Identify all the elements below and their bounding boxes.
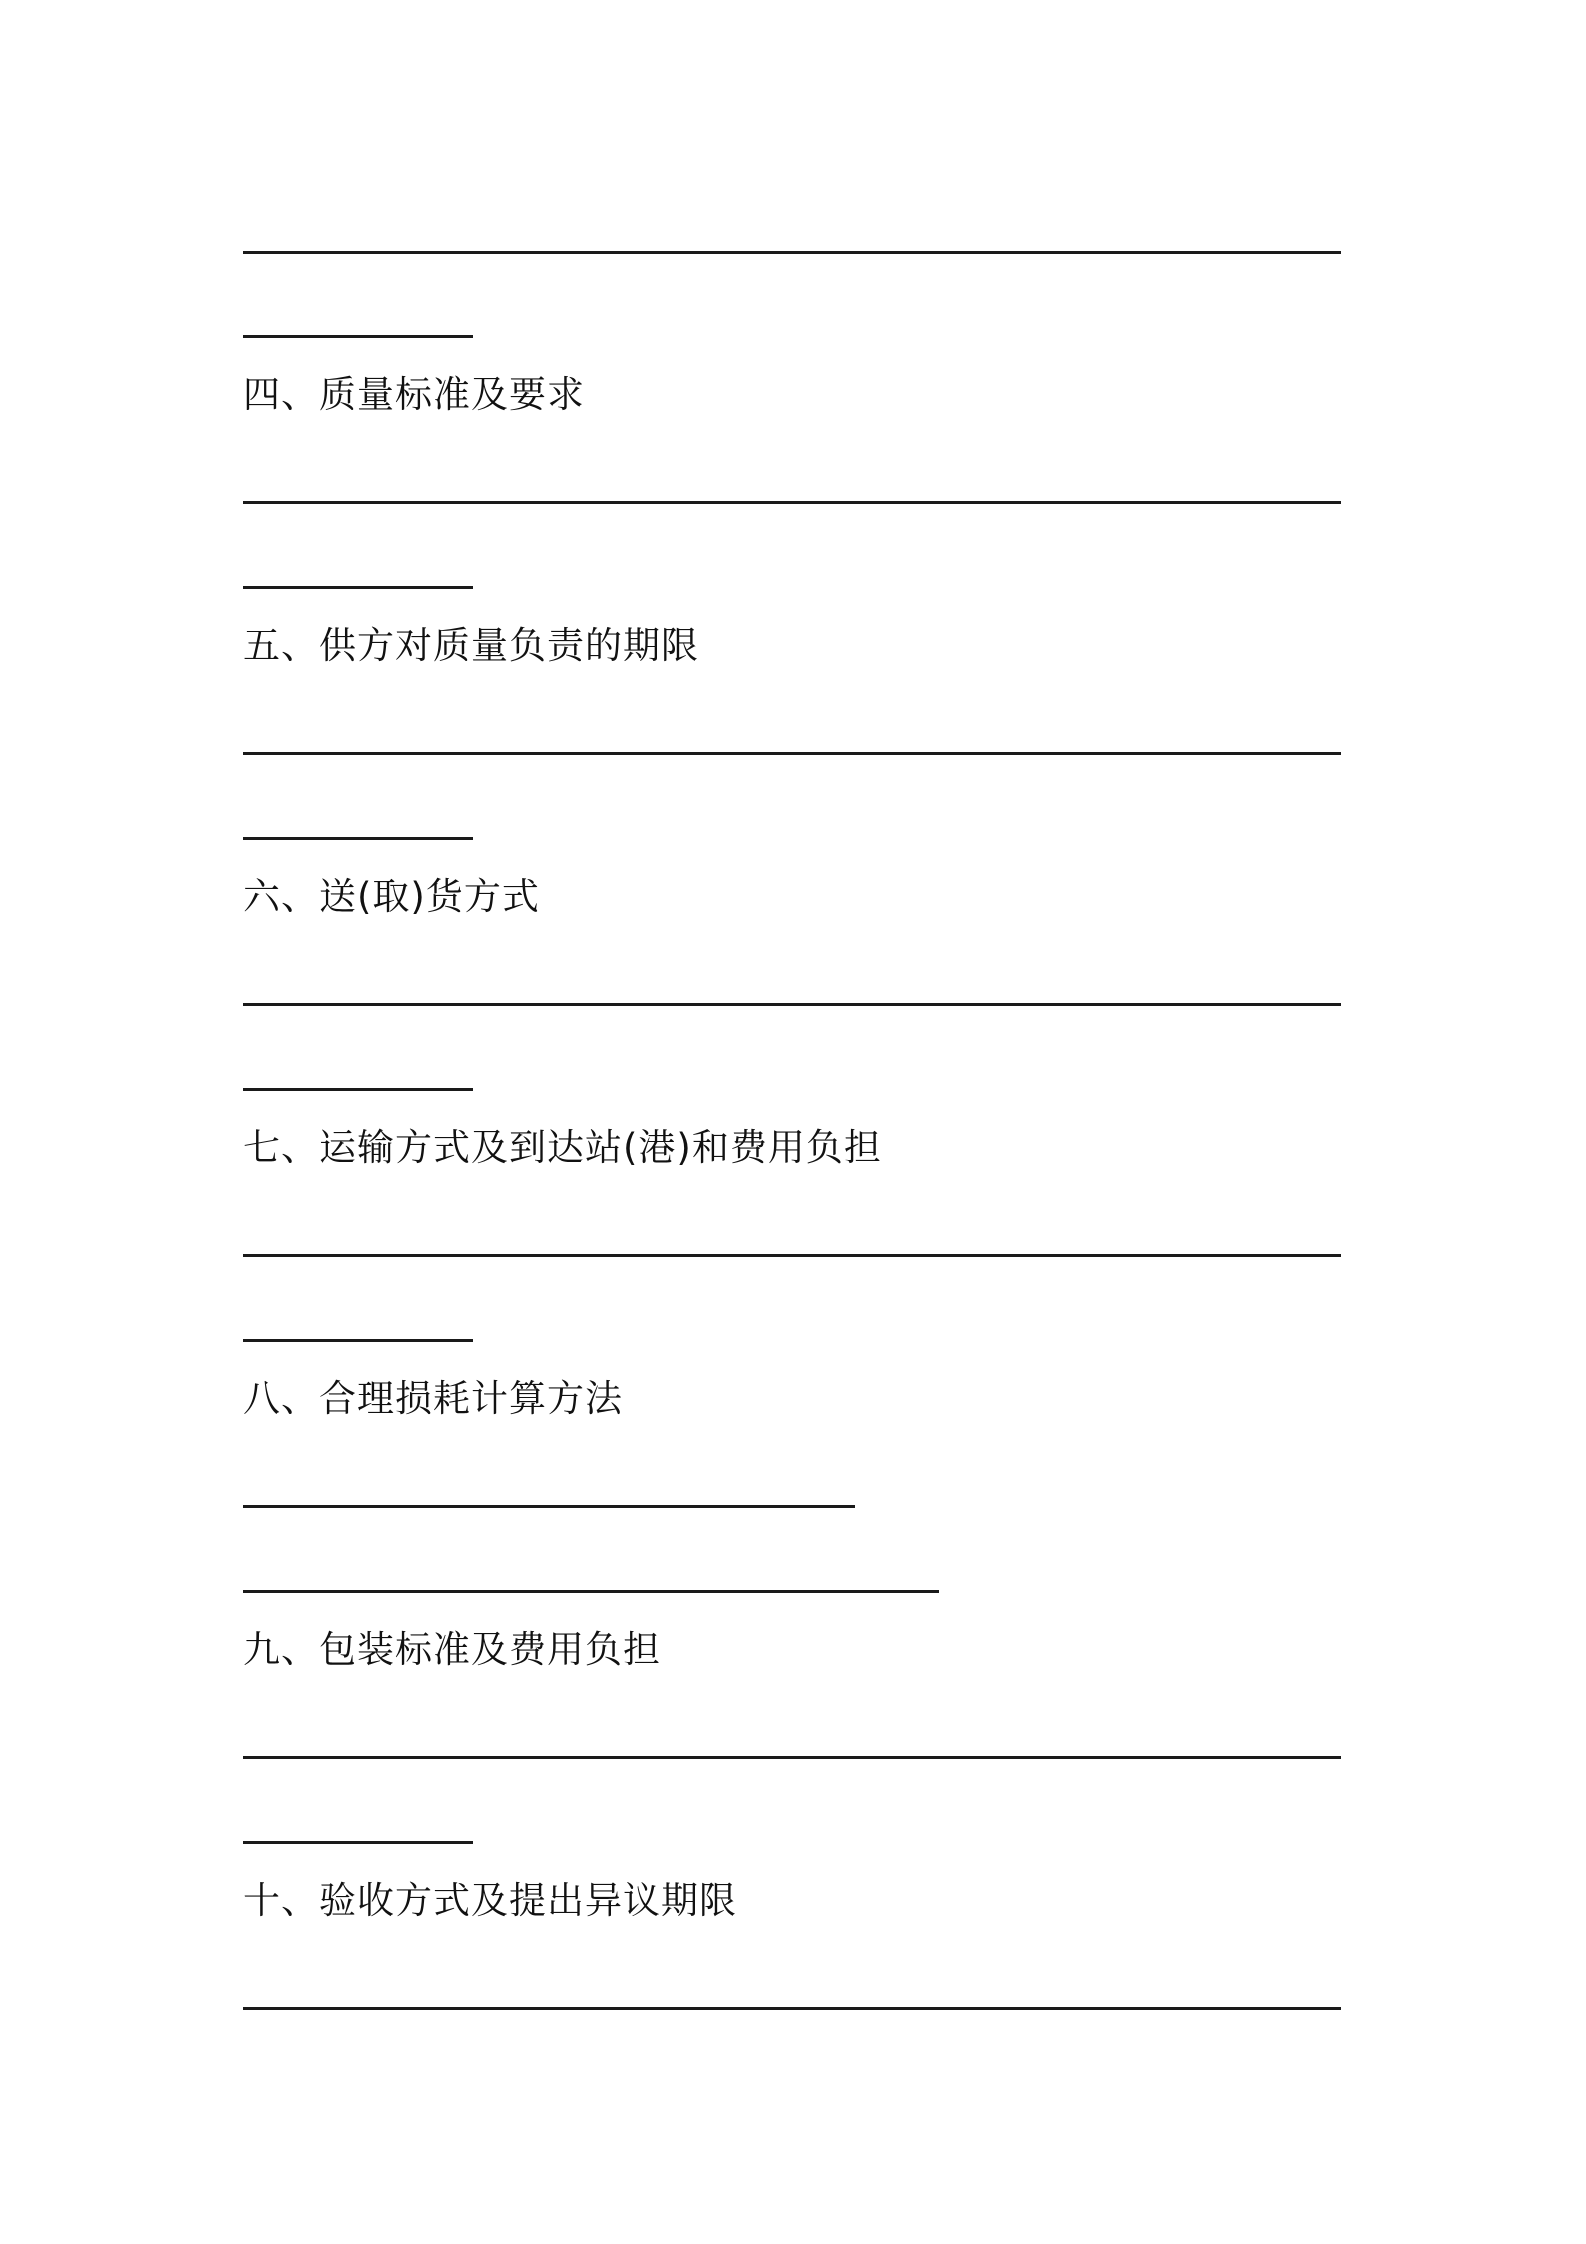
fill-in-line — [243, 1505, 855, 1508]
fill-in-line — [243, 501, 1341, 504]
section-heading-9: 九、包装标准及费用负担 — [243, 1628, 661, 1671]
section-heading-7: 七、运输方式及到达站(港)和费用负担 — [243, 1126, 882, 1169]
fill-in-line — [243, 1756, 1341, 1759]
section-heading-8: 八、合理损耗计算方法 — [243, 1377, 623, 1420]
section-heading-5: 五、供方对质量负责的期限 — [243, 624, 699, 667]
fill-in-line — [243, 1339, 473, 1342]
fill-in-line — [243, 335, 473, 338]
fill-in-line — [243, 1003, 1341, 1006]
fill-in-line — [243, 837, 473, 840]
fill-in-line — [243, 251, 1341, 254]
fill-in-line — [243, 1254, 1341, 1257]
fill-in-line — [243, 752, 1341, 755]
fill-in-line — [243, 1590, 939, 1593]
section-heading-6: 六、送(取)货方式 — [243, 875, 540, 918]
fill-in-line — [243, 2007, 1341, 2010]
section-heading-4: 四、质量标准及要求 — [243, 373, 585, 416]
section-heading-10: 十、验收方式及提出异议期限 — [243, 1879, 737, 1922]
fill-in-line — [243, 1088, 473, 1091]
fill-in-line — [243, 1841, 473, 1844]
fill-in-line — [243, 586, 473, 589]
